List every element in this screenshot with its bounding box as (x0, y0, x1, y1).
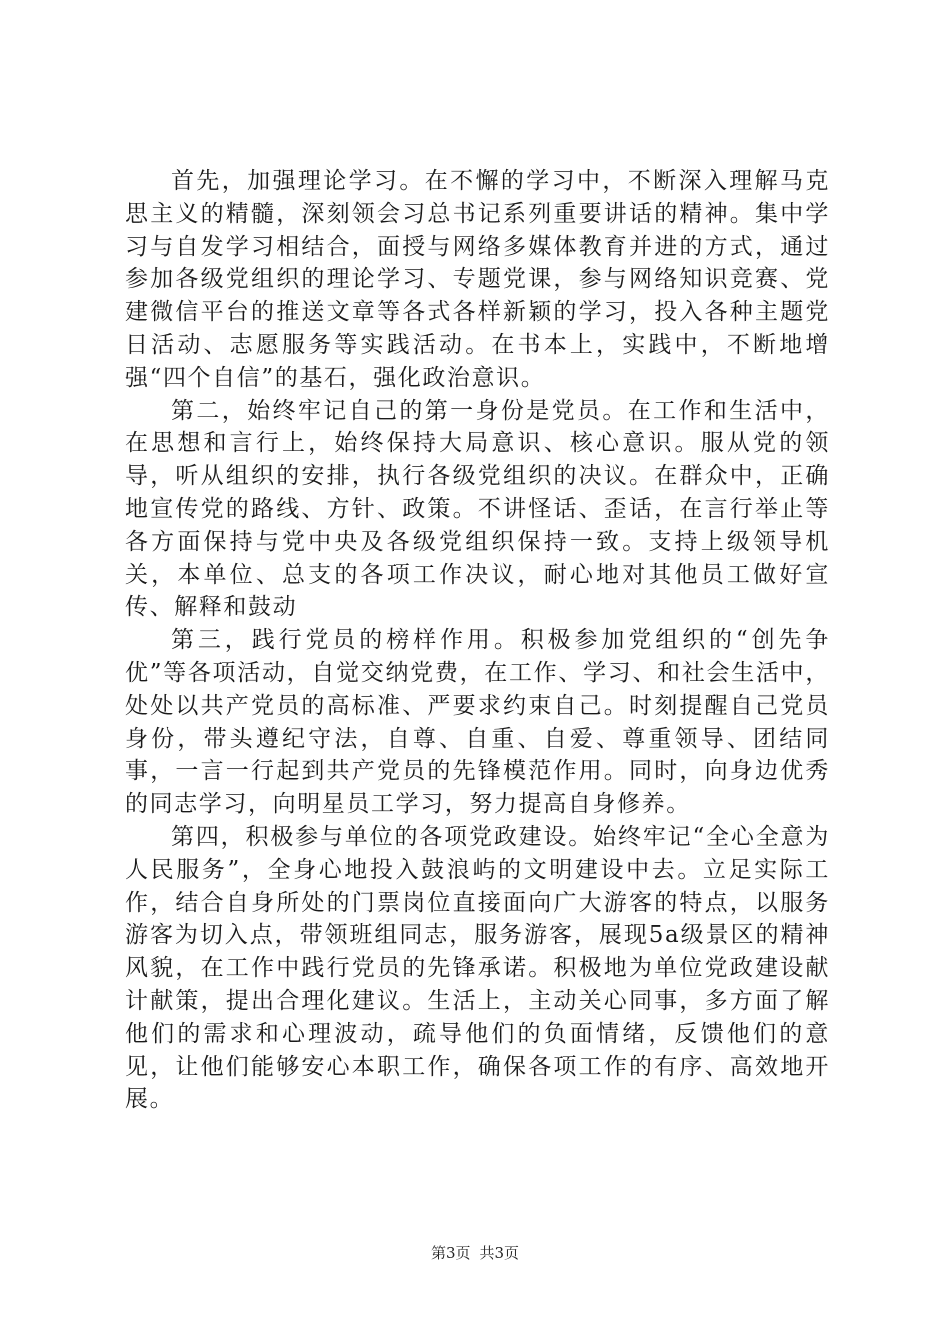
page-footer (0, 1243, 950, 1263)
paragraph-third-role-model: 第三，践行党员的榜样作用。积极参加党组织的“创先争优”等各项活动，自觉交纳党费，在工作、学习、和社会生活中，处处以共产党员的高标准、严要求约束自己。时刻提醒自己党员身份，带头遵纪守法，自尊、自重、自爱、尊重领导、团结同事，一言一行起到共产党员的先锋模范作用。同时，向身边优秀的同志学习，向明星员工学习，努力提高自身修养。 (125, 627, 830, 818)
document-body (125, 165, 830, 1116)
paragraph-first-theory-study: 首先，加强理论学习。在不懈的学习中，不断深入理解马克思主义的精髓，深刻领会习总书记系列重要讲话的精神。集中学习与自发学习相结合，面授与网络多媒体教育并进的方式，通过参加各级党组织的理论学习、专题党课，参与网络知识竞赛、党建微信平台的推送文章等各式各样新颖的学习，投入各种主题党日活动、志愿服务等实践活动。在书本上，实践中，不断地增强“四个自信”的基石，强化政治意识。 (125, 168, 830, 391)
paragraph-second-party-identity: 第二，始终牢记自己的第一身份是党员。在工作和生活中，在思想和言行上，始终保持大局意识、核心意识。服从党的领导，听从组织的安排，执行各级党组织的决议。在群众中，正确地宣传党的路线、方针、政策。不讲怪话、歪话，在言行举止等各方面保持与党中央及各级党组织保持一致。支持上级领导机关，本单位、总支的各项工作决议，耐心地对其他员工做好宣传、解释和鼓动 (125, 397, 830, 621)
paragraph-fourth-party-building: 第四，积极参与单位的各项党政建设。始终牢记“全心全意为人民服务”，全身心地投入鼓浪屿的文明建设中去。立足实际工作，结合自身所处的门票岗位直接面向广大游客的特点，以服务游客为切入点，带领班组同志，服务游客，展现5a级景区的精神风貌，在工作中践行党员的先锋承诺。积极地为单位党政建设献计献策，提出合理化建议。生活上，主动关心同事，多方面了解他们的需求和心理波动，疏导他们的负面情绪，反馈他们的意见，让他们能够安心本职工作，确保各项工作的有序、高效地开展。 (125, 823, 830, 1113)
page-number-total: 共3页 (479, 1244, 520, 1262)
page-number-current: 第3页 (430, 1244, 471, 1262)
